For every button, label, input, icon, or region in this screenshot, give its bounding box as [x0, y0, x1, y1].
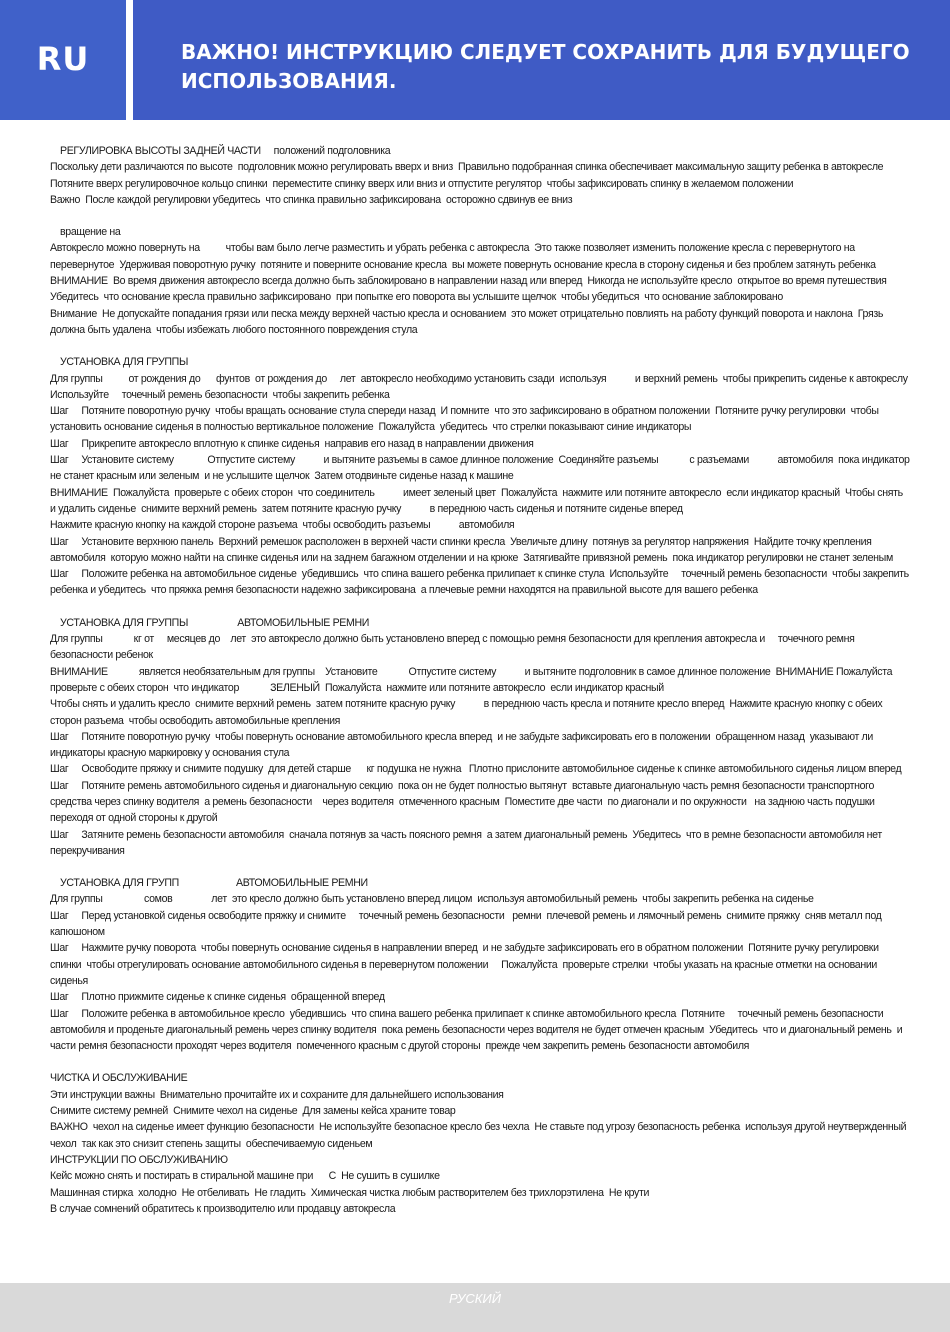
paragraph: Шаг Нажмите ручку поворота чтобы повернуть основание сиденья в направлении вперед и не забудьте зафиксировать его в обратном положении Потяните ручку регулировки спинки чтобы отрегулировать основание автомобильного сиденья в перевернутом положении Пожалуйста проверьте стрелки чтобы указать на красные отметки на основании сиденья [50, 942, 882, 987]
paragraph: ВНИМАНИЕ Пожалуйста проверьте с обеих сторон что соединитель имеет зеленый цвет Пожалуйста нажмите или потяните автокресло если индикатор красный Чтобы снять и удалить сиденье снимите верхний ремень затем потяните красную ручку в переднюю часть сиденья и потяните сиденье вперед [50, 486, 906, 515]
paragraph: Шаг Затяните ремень безопасности автомобиля сначала потянув за часть поясного ремня а затем диагональный ремень Убедитесь что в ремне безопасности автомобиля нет перекручивания [50, 828, 885, 857]
paragraph: Убедитесь что основание кресла правильно зафиксировано при попытке его поворота вы услышите щелчок чтобы убедиться что основание заблокировано [50, 291, 783, 304]
section-heading-cleaning: ЧИСТКА И ОБСЛУЖИВАНИЕ [50, 1072, 188, 1085]
paragraph: Чтобы снять и удалить кресло снимите верхний ремень затем потяните красную ручку в переднюю часть кресла и потяните кресло вперед Нажмите красную кнопку с обеих сторон разъема чтобы освободить автомобильные крепления [50, 698, 885, 727]
spacer [50, 859, 910, 875]
paragraph: Внимание Не допускайте попадания грязи или песка между верхней частью кресла и основанием это может отрицательно повлиять на работу функций поворота и наклона Грязь должна быть удалена чтобы избежать любого постоянного повреждения стула [50, 307, 886, 336]
language-code: RU [36, 40, 90, 78]
paragraph: Шаг Освободите пряжку и снимите подушку для детей старше кг подушка не нужна Плотно прислоните автомобильное сиденье к спинке автомобильного сиденья лицом вперед [50, 763, 902, 776]
paragraph: Эти инструкции важны Внимательно прочитайте их и сохраните для дальнейшего использования [50, 1088, 504, 1101]
paragraph: ВНИМАНИЕ является необязательным для группы Установите Отпустите систему и вытяните подголовник в самое длинное положение ВНИМАНИЕ Пожалуйста проверьте с обеих сторон что индикатор ЗЕЛЕНЫЙ Пожалуйста нажмите или потяните автокресло если индикатор красный [50, 665, 898, 694]
paragraph: Важно После каждой регулировки убедитесь что спинка правильно зафиксирована осторожно сдвинув ее вниз [50, 193, 573, 206]
paragraph: Шаг Потяните поворотную ручку чтобы вращать основание стула спереди назад И помните что это зафиксировано в обратном положении Потяните ручку регулировки чтобы установить основание сиденья в полностью вертикальное положение Пожалуйста убедитесь что стрелки показывают синие индикаторы [50, 405, 882, 434]
section-heading-backrest: РЕГУЛИРОВКА ВЫСОТЫ ЗАДНЕЙ ЧАСТИ положений подголовника [60, 145, 391, 157]
paragraph: Для группы сомов лет это кресло должно быть установлено вперед лицом используя автомобильный ремень чтобы закрепить ребенка на сиденье [50, 893, 814, 906]
section-heading-group-install: УСТАНОВКА ДЛЯ ГРУППЫ [60, 356, 188, 369]
paragraph: Шаг Прикрепите автокресло вплотную к спинке сиденья направив его назад в направлении движения [50, 437, 534, 450]
paragraph: Шаг Потяните поворотную ручку чтобы повернуть основание автомобильного кресла вперед и не забудьте зафиксировать его в положении обращенном назад указывают ли индикаторы красную маркировку у основания стула [50, 730, 876, 760]
paragraph: Автокресло можно повернуть на чтобы вам было легче разместить и убрать ребенка с автокресла Это также позволяет изменить положение кресла с перевернутого на перевернутое Удерживая поворотную ручку потяните и поверните основание кресла вы можете повернуть основание кресла в сторону сиденья и без проблем затянуть ребенка [50, 242, 876, 271]
section-heading-groups-belts: УСТАНОВКА ДЛЯ ГРУПП АВТОМОБИЛЬНЫЕ РЕМНИ [60, 877, 368, 890]
section-heading-maintenance: ИНСТРУКЦИИ ПО ОБСЛУЖИВАНИЮ [50, 1153, 228, 1166]
page-title [181, 38, 921, 96]
paragraph: Машинная стирка холодно Не отбеливать Не гладить Химическая чистка любым растворителем без трихлорэтилена Не крути [50, 1186, 650, 1199]
title-line-1: ВАЖНО! ИНСТРУКЦИЮ СЛЕДУЕТ СОХРАНИТЬ ДЛЯ БУДУЩЕГО [181, 40, 910, 64]
header-divider [126, 0, 133, 120]
paragraph: Шаг Положите ребенка в автомобильное кресло убедившись что спина вашего ребенка прилипает к спинке автомобильного кресла Потяните точечный ремень безопасности автомобиля и проденьте диагональный ремень через спинку водителя пока ремень безопасности через водителя не будет отмечен красным Убедитесь что и диагональный ремень и части ремня безопасности проходят через водителя помеченного красным с другой стороны прежде чем закрепить ремень безопасности автомобиля [50, 1007, 905, 1053]
paragraph: Шаг Установите систему Отпустите систему и вытяните разъемы в самое длинное положение Соединяйте разъемы с разъемами автомобиля пока индикатор не станет красным или зеленым и не услышите щелчок Затем отодвиньте сиденье назад к машине [50, 454, 913, 483]
spacer [50, 599, 910, 615]
page-footer [0, 1283, 950, 1332]
section-heading-rotation: вращение на [60, 226, 121, 239]
paragraph: Шаг Плотно прижмите сиденье к спинке сиденья обращенной вперед [50, 991, 385, 1004]
paragraph: Шаг Потяните ремень автомобильного сиденья и диагональную секцию пока он не будет полностью вытянут вставьте диагональную часть ремня безопасности транспортного средства через спинку водителя а ремень безопасности через водителя отмеченного красным Поместите две части по диагонали и по окружности на заднюю часть подушки переходя от одной стороны к другой [50, 779, 878, 825]
spacer [50, 1054, 910, 1070]
paragraph: Шаг Положите ребенка на автомобильное сиденье убедившись что спина вашего ребенка прилипает к спинке стула Используйте точечный ремень безопасности чтобы закрепить ребенка и убедитесь что пряжка ремня безопасности надежно зафиксирована а плечевые ремни находятся на правильной высоте для вашего ребенка [50, 568, 912, 597]
page-header [0, 0, 950, 120]
paragraph: В случае сомнений обратитесь к производителю или продавцу автокресла [50, 1202, 396, 1215]
spacer [50, 208, 910, 224]
footer-language-label: РУСКИЙ [448, 1291, 502, 1306]
paragraph: Для группы кг от месяцев до лет это автокресло должно быть установлено вперед с помощью ремня безопасности для крепления автокресла и точечного ремня безопасности ребенок [50, 633, 858, 662]
paragraph: Нажмите красную кнопку на каждой стороне разъема чтобы освободить разъемы автомобиля [50, 519, 515, 532]
paragraph: Для группы от рождения до фунтов от рождения до лет автокресло необходимо установить сзади используя и верхний ремень чтобы прикрепить сиденье к автокреслу Используйте точечный ремень безопасности чтобы закрепить ребенка [50, 372, 913, 401]
paragraph: Шаг Перед установкой сиденья освободите пряжку и снимите точечный ремень безопасности ремни плечевой ремень и лямочный ремень снимите пряжку сняв металл под капюшоном [50, 909, 885, 939]
paragraph: ВАЖНО чехол на сиденье имеет функцию безопасности Не используйте безопасное кресло без чехла Не ставьте под угрозу безопасность ребенка используя другой неутвержденный чехол так как это снизит степень защиты обеспечиваемую сиденьем [50, 1121, 909, 1150]
paragraph: ВНИМАНИЕ Во время движения автокресло всегда должно быть заблокировано в направлении назад или вперед Никогда не используйте кресло открытое во время путешествия [50, 275, 887, 288]
instructions-body [50, 143, 913, 1217]
paragraph: Снимите систему ремней Снимите чехол на сиденье Для замены кейса храните товар [50, 1105, 456, 1118]
paragraph: Кейс можно снять и постирать в стиральной машине при С Не сушить в сушилке [50, 1170, 440, 1183]
paragraph: Шаг Установите верхнюю панель Верхний ремешок расположен в верхней части спинки кресла Увеличьте длину потянув за регулятор напряжения Найдите точку крепления автомобиля которую можно найти на спинке сиденья или на заднем багажном отделении и на крюке Затягивайте привязной ремень пока индикатор регулировки не станет зеленым [50, 535, 893, 564]
paragraph: Поскольку дети различаются по высоте подголовник можно регулировать вверх и вниз Правильно подобранная спинка обеспечивает максимальную защиту ребенка в автокресле Потяните вверх регулировочное кольцо спинки переместите спинку вверх или вниз и отпустите регулятор чтобы зафиксировать спинку в желаемом положении [50, 161, 889, 190]
spacer [50, 338, 910, 354]
title-line-2: ИСПОЛЬЗОВАНИЯ. [181, 69, 397, 93]
section-heading-group-belts: УСТАНОВКА ДЛЯ ГРУППЫ АВТОМОБИЛЬНЫЕ РЕМНИ [60, 616, 370, 629]
language-badge [0, 0, 126, 120]
